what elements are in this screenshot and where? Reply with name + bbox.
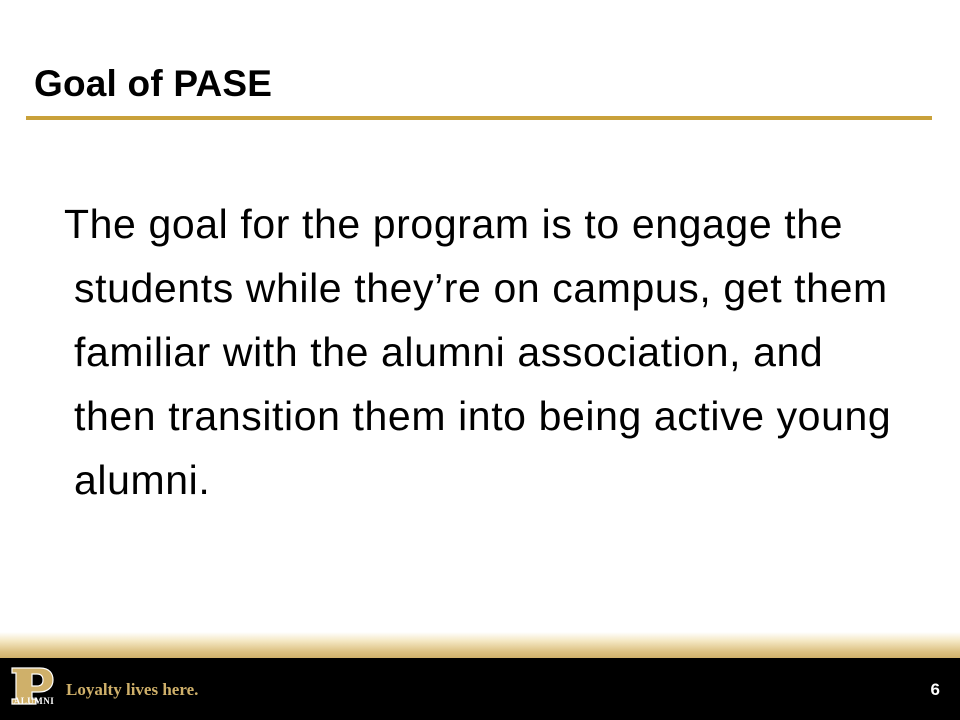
footer-gradient-band [0,632,960,658]
slide-title: Goal of PASE [34,63,273,104]
purdue-p-logo-icon [10,666,54,714]
title-underline [26,116,932,120]
page-number: 6 [930,680,940,699]
footer-tagline: Loyalty lives here. [66,680,199,699]
logo-alumni-text: ALUMNI [13,696,55,706]
slide-body-text: The goal for the program is to engage the students while they’re on campus, get them familiar with the alumni association, and then transition them into being active young alumni. [64,201,892,503]
